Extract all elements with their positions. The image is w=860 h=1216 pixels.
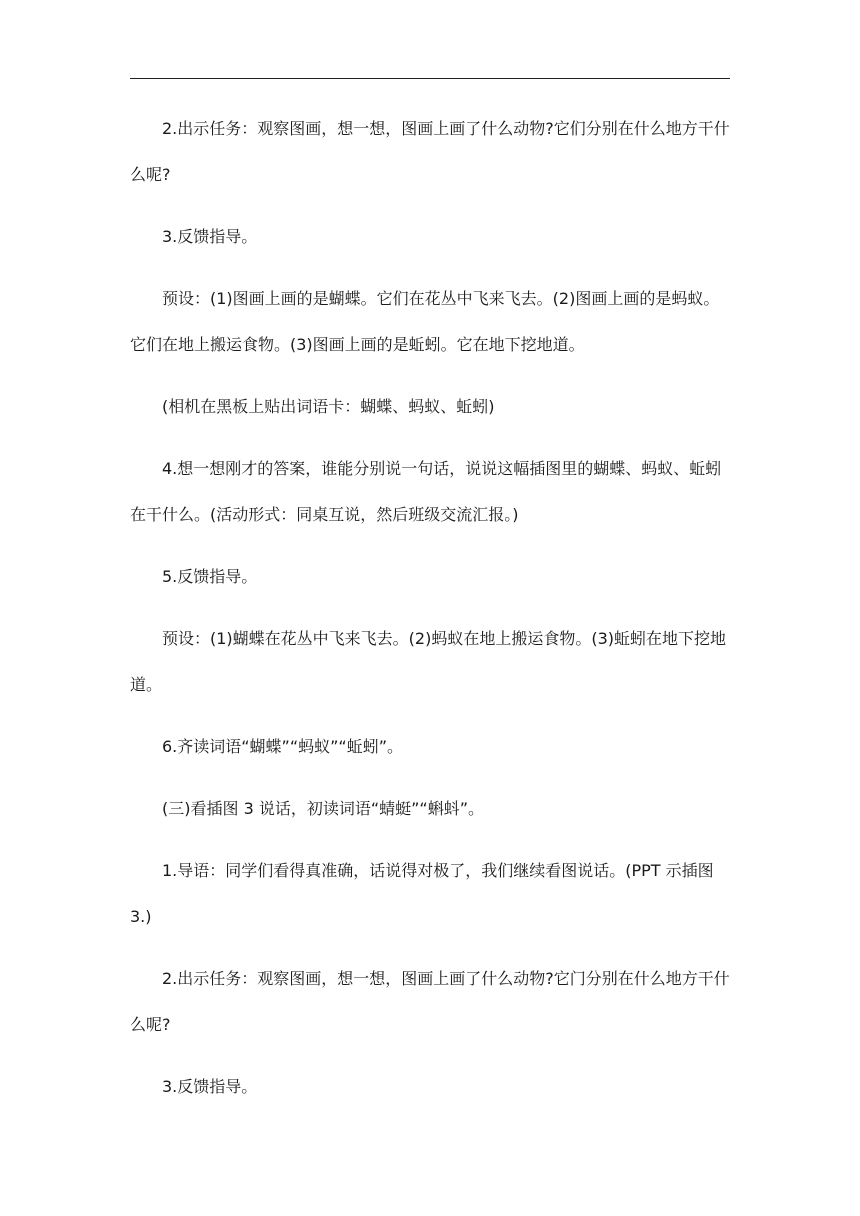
paragraph: 3.反馈指导。	[162, 1077, 258, 1096]
paragraph: 6.齐读词语“蝴蝶”“蚂蚁”“蚯蚓”。	[162, 737, 404, 756]
paragraph: 预设：(1)蝴蝶在花丛中飞来飞去。(2)蚂蚁在地上搬运食物。(3)蚯蚓在地下挖地道。	[130, 629, 726, 694]
paragraph: 3.反馈指导。	[162, 227, 258, 246]
paragraph: (相机在黑板上贴出词语卡：蝴蝶、蚂蚁、蚯蚓)	[162, 397, 495, 416]
paragraph: 4.想一想刚才的答案，谁能分别说一句话，说说这幅插图里的蝴蝶、蚂蚁、蚯蚓在干什么。(活动形式：同桌互说，然后班级交流汇报。)	[130, 459, 722, 524]
paragraph: 2.出示任务：观察图画，想一想，图画上画了什么动物?它门分别在什么地方干什么呢?	[130, 969, 730, 1034]
paragraph: 5.反馈指导。	[162, 567, 258, 586]
paragraph: 2.出示任务：观察图画，想一想，图画上画了什么动物?它们分别在什么地方干什么呢?	[130, 119, 730, 184]
paragraph: 预设：(1)图画上画的是蝴蝶。它们在花丛中飞来飞去。(2)图画上画的是蚂蚁。它们在地上搬运食物。(3)图画上画的是蚯蚓。它在地下挖地道。	[130, 289, 720, 354]
paragraph: 1.导语：同学们看得真准确，话说得对极了，我们继续看图说话。(PPT 示插图 3.)	[130, 861, 714, 926]
document-body	[130, 106, 730, 1126]
header-rule	[130, 78, 730, 79]
paragraph: (三)看插图 3 说话，初读词语“蜻蜓”“蝌蚪”。	[162, 799, 484, 818]
